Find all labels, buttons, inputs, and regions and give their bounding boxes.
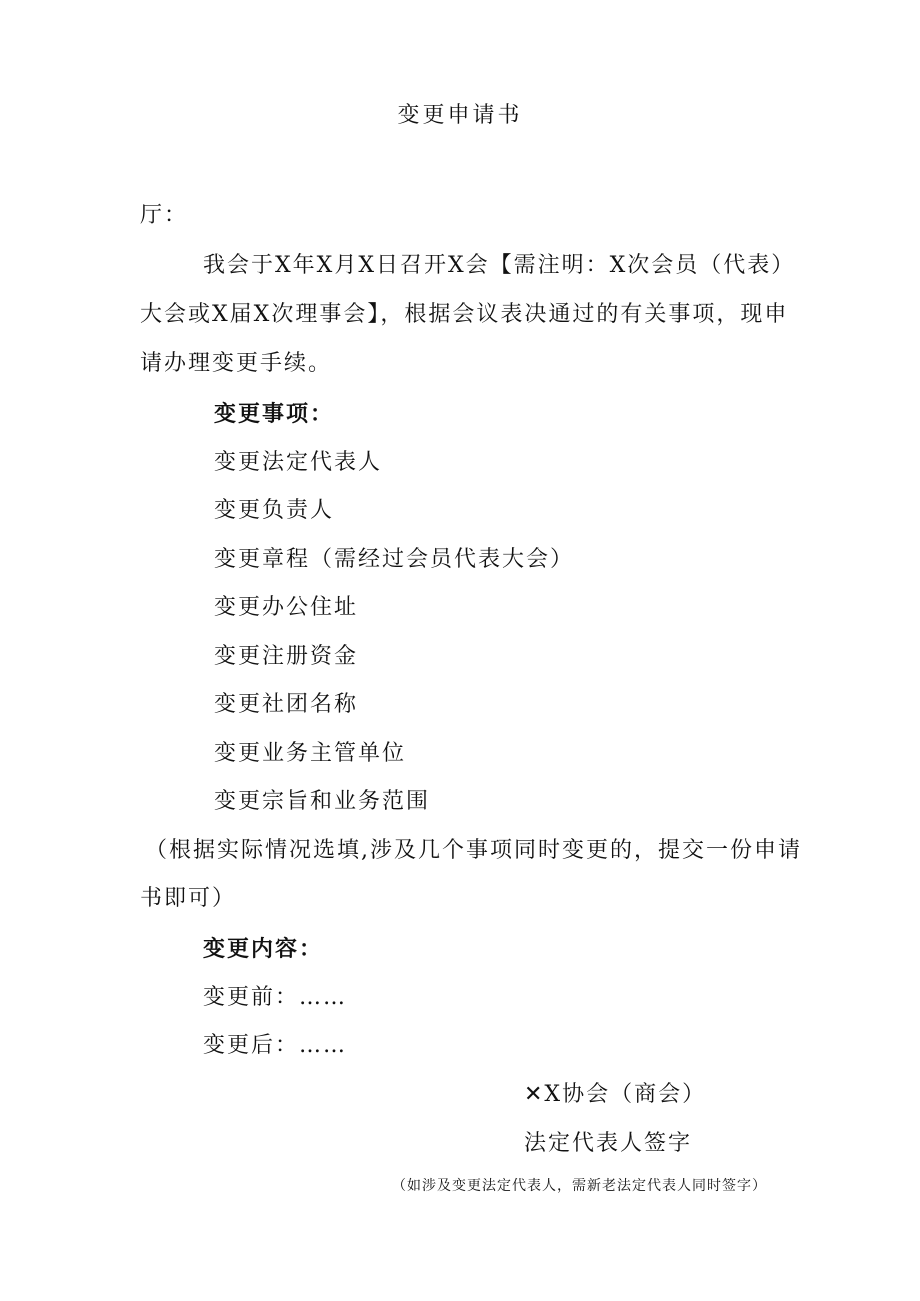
signature-label: 法定代表人签字 (524, 1131, 693, 1156)
intro-line: 我会于X年X月X日召开X会【需注明：X次会员（代表） (203, 253, 796, 278)
intro-line: 请办理变更手续。 (140, 351, 333, 376)
items-note-line: 书即可） (140, 886, 237, 911)
change-item: 变更办公住址 (214, 595, 359, 620)
signature-note: （如涉及变更法定代表人，需新老法定代表人同时签字） (392, 1178, 767, 1194)
items-note-line: （根据实际情况选填,涉及几个事项同时变更的，提交一份申请 (145, 838, 802, 863)
items-heading: 变更事项： (214, 401, 335, 427)
change-item: 变更社团名称 (214, 692, 359, 717)
salutation: 厅： (140, 203, 189, 228)
signature-org: ✕X协会（商会） (524, 1082, 707, 1107)
change-item: 变更宗旨和业务范围 (214, 789, 431, 814)
change-item: 变更负责人 (214, 498, 335, 523)
intro-line: 大会或X届X次理事会】，根据会议表决通过的有关事项，现申 (140, 302, 789, 327)
change-item: 变更注册资金 (214, 644, 359, 669)
change-item: 变更法定代表人 (214, 450, 383, 475)
document-title: 变更申请书 (397, 103, 523, 128)
change-item: 变更章程（需经过会员代表大会） (214, 547, 575, 572)
after-line: 变更后：…… (203, 1033, 348, 1058)
change-item: 变更业务主管单位 (214, 741, 407, 766)
content-heading: 变更内容： (203, 936, 324, 962)
before-line: 变更前：…… (203, 985, 348, 1010)
